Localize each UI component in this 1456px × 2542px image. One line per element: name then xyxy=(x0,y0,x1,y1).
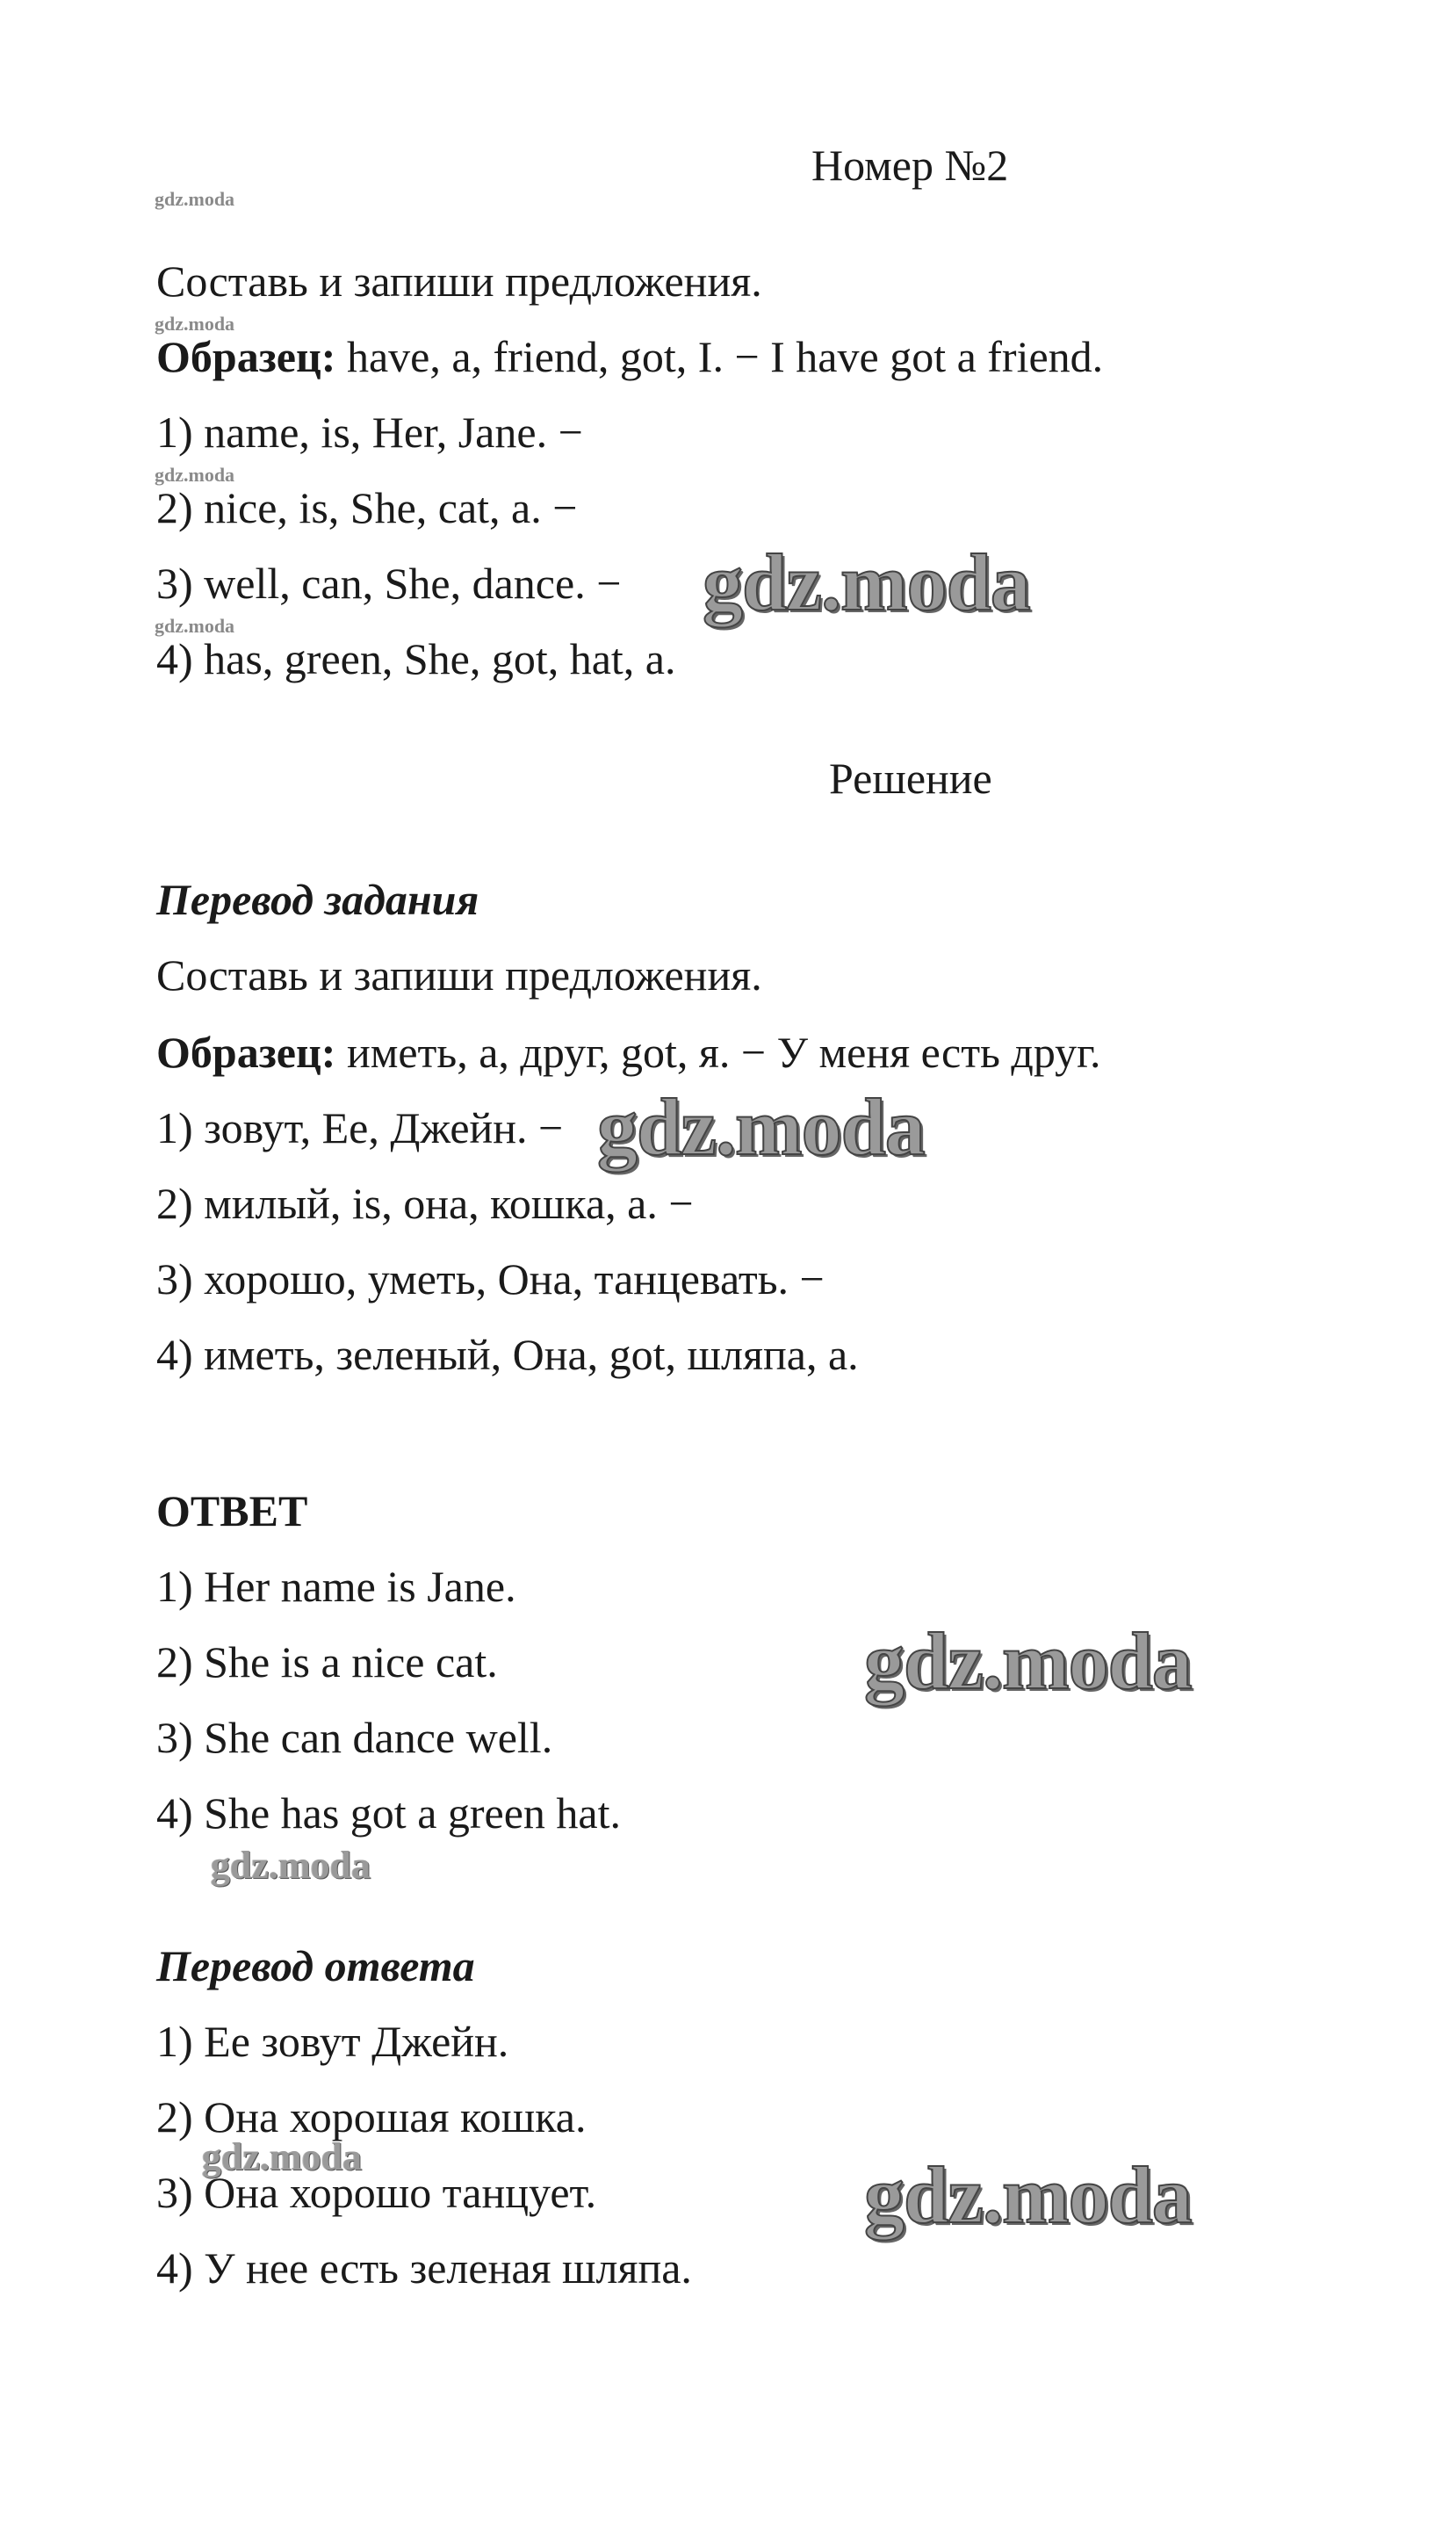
task-example xyxy=(156,330,1103,383)
example-text: иметь, a, друг, got, я. − У меня есть друг. xyxy=(335,1028,1101,1077)
solution-heading: Решение xyxy=(829,754,992,803)
watermark-medium: gdz.moda xyxy=(211,1844,371,1887)
task-translation-instruction: Составь и запиши предложения. xyxy=(156,950,762,1000)
task-translation-item: 2) милый, is, она, кошка, a. − xyxy=(156,1179,694,1228)
answer-item: 3) She can dance well. xyxy=(156,1713,553,1762)
answer-translation-item: 3) Она хорошо танцует. xyxy=(156,2168,597,2217)
task-translation-item: 3) хорошо, уметь, Она, танцевать. − xyxy=(156,1254,825,1303)
watermark-large: gdz.moda xyxy=(864,2150,1192,2240)
watermark-medium: gdz.moda xyxy=(202,2135,363,2178)
answer-translation-heading: Перевод ответа xyxy=(156,1941,475,1990)
answer-item: 2) She is a nice cat. xyxy=(156,1637,498,1686)
watermark-small: gdz.moda xyxy=(155,464,235,486)
task-translation-heading: Перевод задания xyxy=(156,875,479,924)
answer-translation-item: 2) Она хорошая кошка. xyxy=(156,2092,587,2141)
watermark-small: gdz.moda xyxy=(155,615,235,637)
answer-heading: ОТВЕТ xyxy=(156,1486,308,1535)
task-item: 2) nice, is, She, cat, a. − xyxy=(156,483,578,532)
example-text: have, a, friend, got, I. − I have got a friend. xyxy=(335,332,1104,381)
task-translation-example xyxy=(156,1026,1101,1079)
answer-translation-item: 4) У нее есть зеленая шляпа. xyxy=(156,2243,692,2293)
watermark-small: gdz.moda xyxy=(155,188,235,210)
page-title: Номер №2 xyxy=(811,141,1009,190)
task-item: 1) name, is, Her, Jane. − xyxy=(156,408,583,457)
watermark-large: gdz.moda xyxy=(703,538,1030,627)
answer-item: 4) She has got a green hat. xyxy=(156,1788,622,1838)
task-translation-item: 4) иметь, зеленый, Она, got, шляпа, a. xyxy=(156,1330,859,1379)
task-instruction: Составь и запиши предложения. xyxy=(156,256,762,306)
example-label: Образец: xyxy=(156,1028,336,1077)
answer-item: 1) Her name is Jane. xyxy=(156,1562,516,1611)
watermark-large: gdz.moda xyxy=(597,1082,925,1172)
task-item: 3) well, can, She, dance. − xyxy=(156,559,622,608)
answer-translation-item: 1) Ее зовут Джейн. xyxy=(156,2017,509,2066)
watermark-large: gdz.moda xyxy=(864,1616,1192,1706)
task-translation-item: 1) зовут, Ее, Джейн. − xyxy=(156,1103,564,1152)
task-item: 4) has, green, She, got, hat, a. xyxy=(156,634,676,683)
example-label: Образец: xyxy=(156,332,336,381)
watermark-small: gdz.moda xyxy=(155,313,235,335)
